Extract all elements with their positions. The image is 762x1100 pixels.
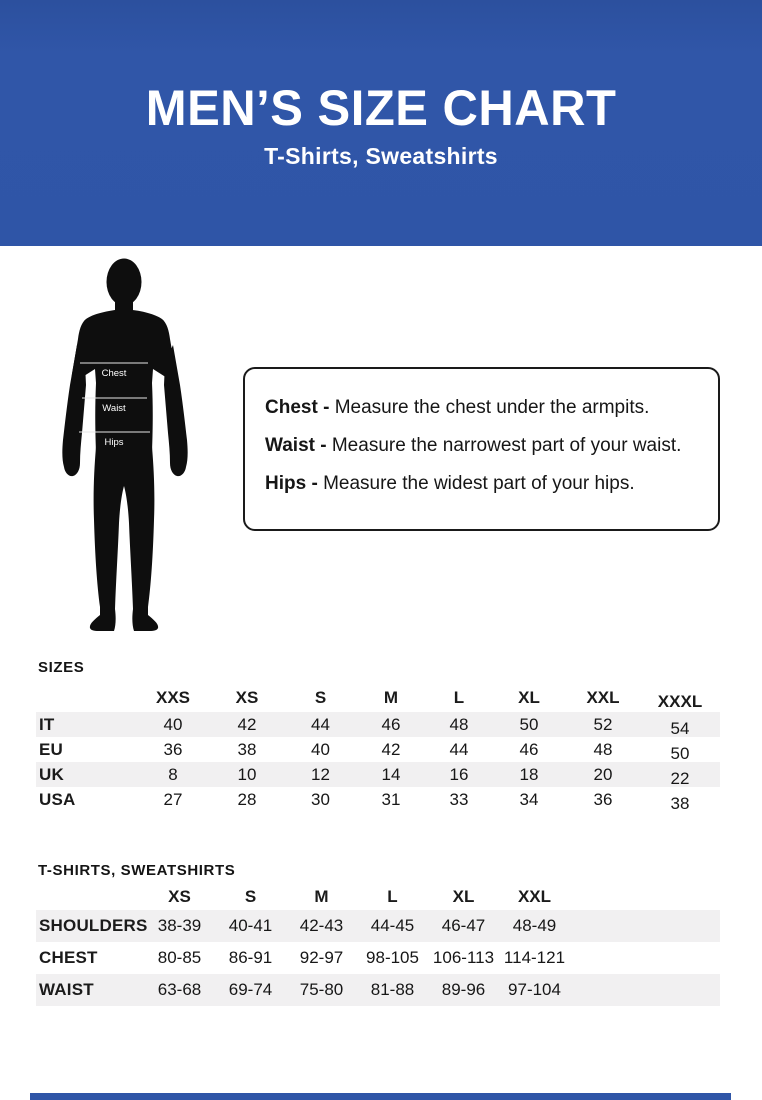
sizes-column-header: L bbox=[453, 688, 465, 707]
garment-value-cell: 106-113 bbox=[432, 948, 495, 967]
garment-value-cell: 40-41 bbox=[228, 916, 273, 935]
sizes-value-cell: 46 bbox=[519, 739, 539, 759]
sizes-value-cell: 50 bbox=[670, 743, 690, 763]
garment-value-cell: 97-104 bbox=[508, 980, 561, 999]
sizes-value-cell: 33 bbox=[449, 789, 469, 809]
page-title: MEN’S SIZE CHART bbox=[145, 79, 617, 136]
garment-value-cell: 63-68 bbox=[157, 980, 202, 999]
garment-value-cell: 86-91 bbox=[228, 948, 273, 967]
garment-value-cell: 114-121 bbox=[503, 948, 566, 967]
garment-row-shoulders bbox=[36, 910, 720, 942]
garment-value-cell: 46-47 bbox=[441, 916, 486, 935]
sizes-row-usa bbox=[36, 787, 720, 812]
sizes-value-cell: 54 bbox=[670, 718, 690, 738]
garment-column-header: XL bbox=[452, 887, 475, 906]
sizes-column-header: S bbox=[314, 688, 327, 707]
garment-header-row bbox=[36, 884, 720, 910]
sizes-value-cell: 42 bbox=[237, 714, 257, 734]
sizes-row-it bbox=[36, 712, 720, 737]
sizes-row-label: EU bbox=[39, 739, 64, 759]
garment-column-header: XS bbox=[168, 887, 191, 906]
sizes-value-cell: 42 bbox=[381, 739, 401, 759]
sizes-value-cell: 48 bbox=[593, 739, 613, 759]
sizes-row-eu bbox=[36, 737, 720, 762]
sizes-value-cell: 40 bbox=[163, 714, 183, 734]
instruction-chest-text: Measure the chest under the armpits. bbox=[334, 397, 650, 418]
male-silhouette-icon bbox=[55, 255, 195, 640]
sizes-value-cell: 30 bbox=[311, 789, 330, 809]
garment-table bbox=[36, 884, 720, 1006]
garment-value-cell: 89-96 bbox=[441, 980, 486, 999]
sizes-table bbox=[36, 684, 720, 812]
garment-value-cell: 92-97 bbox=[299, 948, 344, 967]
sizes-value-cell: 16 bbox=[449, 764, 469, 784]
sizes-value-cell: 18 bbox=[519, 764, 539, 784]
garment-column-header: S bbox=[244, 887, 257, 906]
sizes-value-cell: 46 bbox=[381, 714, 401, 734]
garment-section-title: T-SHIRTS, SWEATSHIRTS bbox=[38, 862, 236, 879]
instruction-waist-term: Waist - bbox=[265, 435, 327, 456]
page-subtitle: T-Shirts, Sweatshirts bbox=[264, 142, 498, 169]
sizes-section-title: SIZES bbox=[38, 659, 85, 676]
sizes-value-cell: 8 bbox=[168, 764, 178, 784]
sizes-row-label: UK bbox=[39, 764, 64, 784]
instruction-hips bbox=[265, 472, 700, 496]
instruction-chest bbox=[265, 396, 700, 420]
garment-value-cell: 44-45 bbox=[370, 916, 415, 935]
sizes-value-cell: 34 bbox=[519, 789, 539, 809]
sizes-value-cell: 38 bbox=[237, 739, 257, 759]
garment-column-header: L bbox=[387, 887, 398, 906]
garment-row-label: SHOULDERS bbox=[39, 916, 148, 935]
measurement-instructions-box bbox=[243, 367, 720, 531]
sizes-column-header: XXL bbox=[586, 688, 620, 707]
sizes-value-cell: 22 bbox=[670, 768, 690, 788]
garment-column-header: M bbox=[314, 887, 329, 906]
sizes-value-cell: 31 bbox=[381, 789, 401, 809]
sizes-value-cell: 38 bbox=[670, 793, 690, 813]
silhouette-legs bbox=[90, 447, 158, 631]
sizes-value-cell: 44 bbox=[449, 739, 469, 759]
garment-row-label: CHEST bbox=[39, 948, 98, 967]
instruction-waist bbox=[265, 434, 700, 458]
sizes-value-cell: 40 bbox=[311, 739, 330, 759]
garment-value-cell: 81-88 bbox=[370, 980, 415, 999]
sizes-value-cell: 36 bbox=[163, 739, 183, 759]
instruction-chest-term: Chest - bbox=[265, 397, 330, 418]
garment-row-label: WAIST bbox=[39, 980, 94, 999]
sizes-header-row bbox=[36, 684, 720, 712]
garment-value-cell: 42-43 bbox=[299, 916, 344, 935]
garment-value-cell: 75-80 bbox=[299, 980, 344, 999]
hips-line-label: Hips bbox=[104, 437, 124, 448]
instruction-waist-text: Measure the narrowest part of your waist. bbox=[331, 435, 682, 456]
sizes-value-cell: 44 bbox=[311, 714, 330, 734]
garment-value-cell: 38-39 bbox=[157, 916, 202, 935]
garment-value-cell: 80-85 bbox=[157, 948, 202, 967]
sizes-column-header: XS bbox=[235, 688, 259, 707]
garment-column-header: XXL bbox=[517, 887, 552, 906]
garment-row-waist bbox=[36, 974, 720, 1006]
sizes-column-header: XL bbox=[518, 688, 540, 707]
sizes-value-cell: 20 bbox=[593, 764, 613, 784]
sizes-value-cell: 14 bbox=[381, 764, 401, 784]
sizes-value-cell: 12 bbox=[311, 764, 330, 784]
garment-row-chest bbox=[36, 942, 720, 974]
sizes-column-header: XXXL bbox=[657, 692, 703, 711]
male-silhouette-figure bbox=[55, 255, 195, 640]
footer-accent-bar bbox=[30, 1093, 731, 1100]
sizes-column-header: XXS bbox=[155, 688, 191, 707]
sizes-value-cell: 10 bbox=[237, 764, 257, 784]
silhouette-torso bbox=[72, 309, 176, 452]
instruction-hips-text: Measure the widest part of your hips. bbox=[323, 473, 635, 494]
sizes-value-cell: 27 bbox=[163, 789, 183, 809]
sizes-row-label: USA bbox=[39, 789, 76, 809]
sizes-value-cell: 48 bbox=[449, 714, 469, 734]
waist-line-label: Waist bbox=[102, 403, 126, 414]
sizes-column-header: M bbox=[383, 688, 399, 707]
sizes-row-label: IT bbox=[39, 714, 55, 734]
garment-value-cell: 69-74 bbox=[228, 980, 273, 999]
sizes-value-cell: 28 bbox=[237, 789, 257, 809]
sizes-value-cell: 50 bbox=[519, 714, 539, 734]
sizes-row-uk bbox=[36, 762, 720, 787]
sizes-value-cell: 52 bbox=[593, 714, 613, 734]
chest-line-label: Chest bbox=[101, 368, 127, 379]
header-band bbox=[0, 0, 762, 246]
garment-value-cell: 98-105 bbox=[366, 948, 419, 967]
garment-value-cell: 48-49 bbox=[512, 916, 557, 935]
sizes-value-cell: 36 bbox=[593, 789, 613, 809]
instruction-hips-term: Hips - bbox=[265, 473, 318, 494]
